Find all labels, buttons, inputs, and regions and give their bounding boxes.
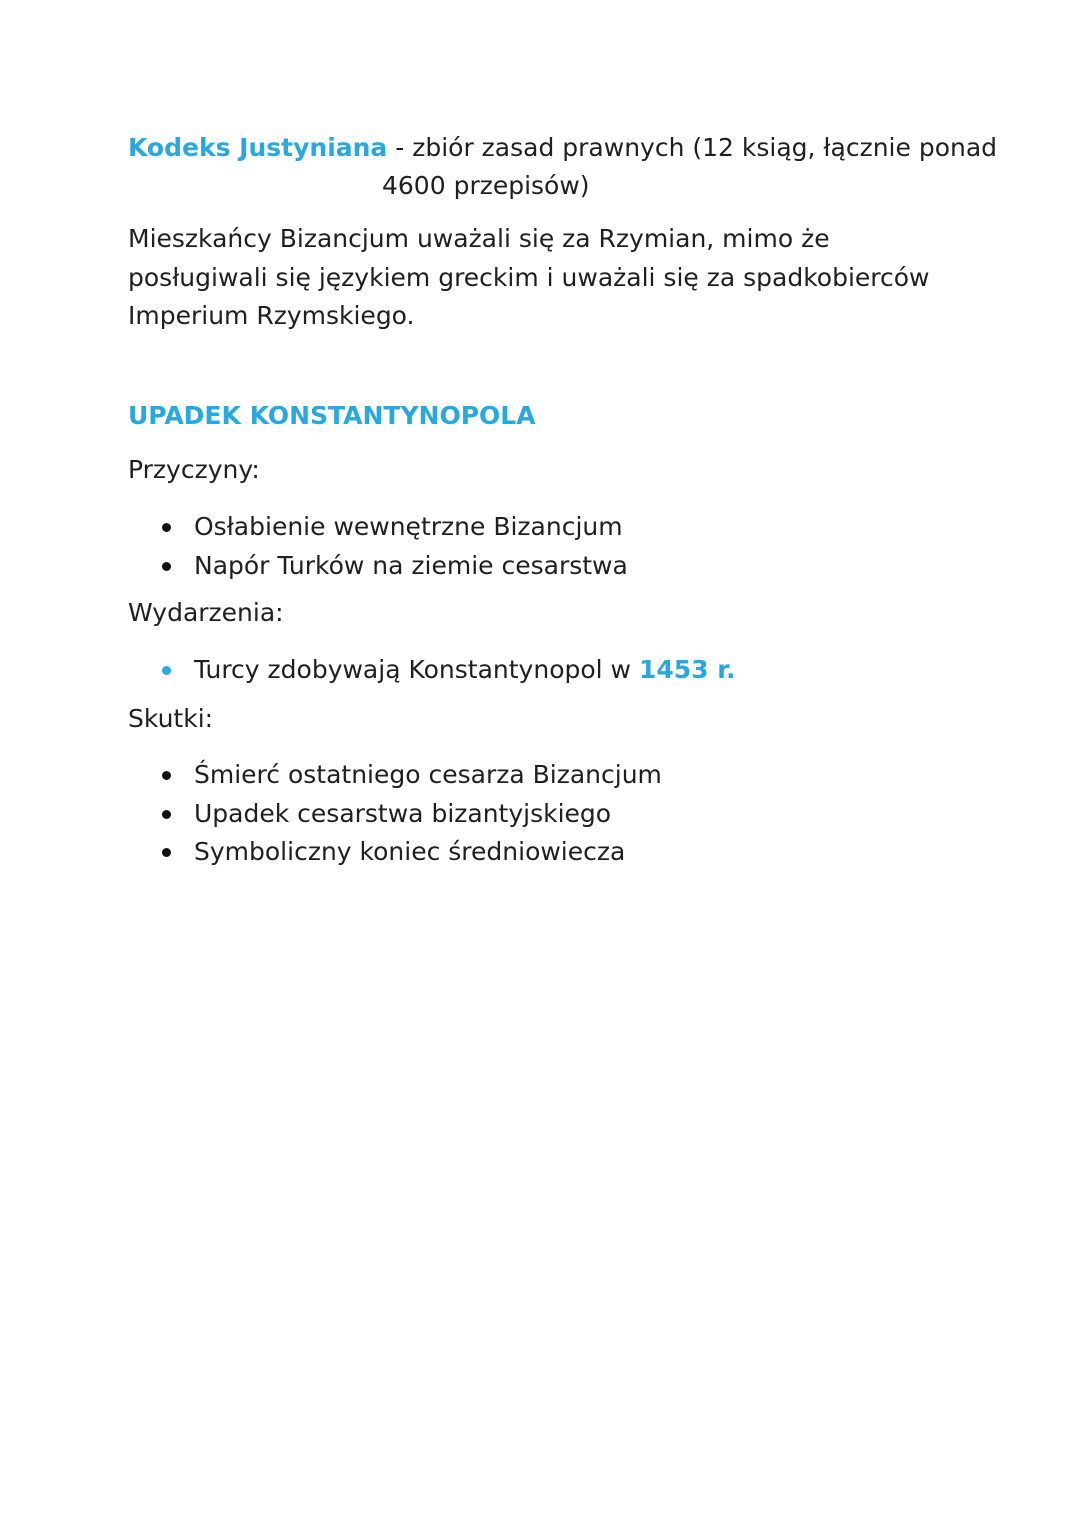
list-item-text: Napór Turków na ziemie cesarstwa (194, 550, 628, 580)
definition-line (128, 129, 997, 167)
definition-term: Kodeks Justyniana (128, 133, 388, 162)
list-item (160, 795, 662, 834)
paragraph-text: Mieszkańcy Bizancjum uważali się za Rzymian, mimo że posługiwali się językiem greckim i uważali się za spadkobierców Imperium Rzymskiego. (128, 224, 930, 330)
list-item (160, 508, 628, 547)
effects-list (160, 756, 662, 872)
effects-label: Skutki: (128, 704, 214, 733)
list-item-text: Śmierć ostatniego cesarza Bizancjum (194, 760, 662, 789)
list-item-text: Osłabienie wewnętrzne Bizancjum (194, 512, 623, 541)
list-item (160, 833, 662, 872)
event-date: 1453 r. (638, 655, 736, 684)
definition-continuation: 4600 przepisów) (382, 171, 590, 200)
bullet-icon (162, 810, 171, 819)
bullet-icon (162, 562, 171, 571)
definition-text: - zbiór zasad prawnych (12 ksiąg, łącznie ponad (387, 133, 998, 162)
events-label: Wydarzenia: (128, 598, 284, 627)
bullet-icon (162, 848, 171, 857)
list-item (160, 651, 735, 690)
bullet-icon (162, 523, 171, 532)
event-text: Turcy zdobywają Konstantynopol w (194, 655, 639, 684)
bullet-icon (162, 771, 171, 780)
list-item-text: Upadek cesarstwa bizantyjskiego (194, 798, 612, 828)
causes-label: Przyczyny: (128, 455, 260, 484)
list-item (160, 756, 662, 795)
events-list (160, 651, 735, 690)
causes-list (160, 508, 628, 585)
list-item (160, 547, 628, 586)
bullet-icon (162, 666, 171, 675)
section-heading: UPADEK KONSTANTYNOPOLA (128, 401, 536, 430)
list-item-text: Symboliczny koniec średniowiecza (194, 837, 626, 866)
